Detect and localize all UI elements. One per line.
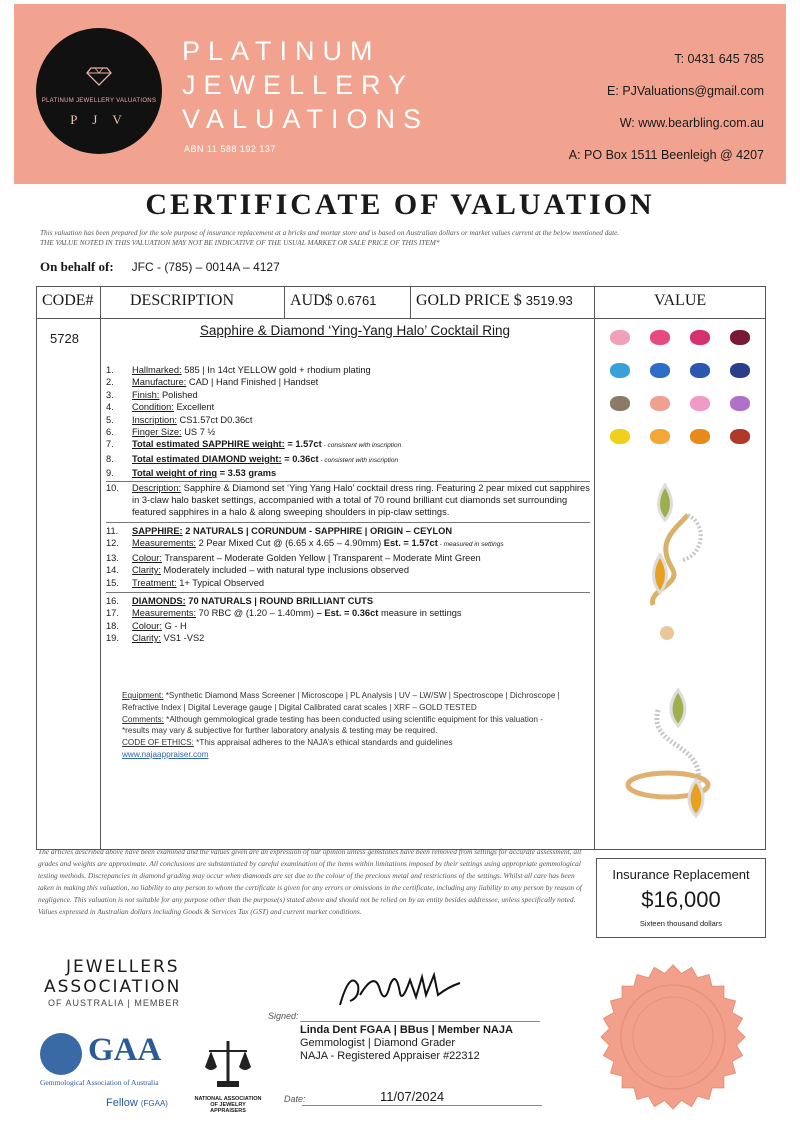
gemstone-swatch [610, 363, 630, 378]
comments-label: Comments: [122, 714, 164, 724]
item-value: CS1.57ct D0.36ct [176, 414, 253, 425]
phone: T: 0431 645 785 [674, 52, 764, 66]
item-number: 9. [106, 468, 114, 479]
ring-photo-top [618, 475, 718, 615]
item-label: Manufacture: [132, 377, 187, 388]
document-title: CERTIFICATE OF VALUATION [145, 188, 655, 221]
item-label: Measurements: [132, 538, 197, 549]
date-line [302, 1105, 542, 1106]
gold-value: 3519.93 [525, 293, 573, 308]
gemstone-swatch [650, 429, 670, 444]
letterhead [14, 4, 786, 184]
item-value: 1+ Typical Observed [176, 577, 265, 588]
item-value: = 3.53 grams [217, 468, 277, 479]
item-value: G - H [161, 620, 187, 631]
item-number: 18. [106, 620, 119, 631]
ring-photo-detail [660, 626, 674, 640]
item-number: 4. [106, 402, 114, 413]
signed-label: Signed: [268, 1011, 299, 1021]
item-value: Sapphire & Diamond set ‘Ying Yang Halo’ cocktail dress ring. Featuring 2 pear mixed cut sapphires in 3-claw halo basket settings, accompanied with a total of 70 round brilliant cut diamonds set surrounding featured sapphires in a halo & along sweeping shoulders in pip-claw settings. [132, 482, 590, 518]
gemstone-swatch [730, 330, 750, 345]
list-item [106, 414, 590, 426]
brand-line-1: PLATINUM [182, 36, 381, 66]
item-label: Total weight of ring [132, 468, 218, 479]
item-text [132, 453, 590, 467]
item-number: 5. [106, 414, 114, 425]
diamond-icon [86, 66, 112, 86]
item-number: 14. [106, 565, 119, 576]
item-text [132, 401, 590, 413]
item-label: Colour: [132, 552, 162, 563]
code-header: CODE# [42, 292, 94, 309]
item-label: Colour: [132, 620, 162, 631]
list-item [106, 364, 590, 376]
insurance-value: $16,000 [641, 887, 721, 912]
item-number: 17. [106, 608, 119, 619]
logo [36, 28, 162, 154]
gaa-logo-icon [40, 1033, 82, 1075]
gemstone-swatch [690, 330, 710, 345]
item-label: Total estimated SAPPHIRE weight: [132, 439, 285, 450]
header-divider [36, 318, 765, 319]
abn: ABN 11 588 192 137 [184, 144, 276, 154]
gemstone-swatch [610, 396, 630, 411]
signature [330, 965, 470, 1015]
ethics-text: *This appraisal adheres to the NAJA’s ethical standards and guidelines [193, 738, 453, 748]
gemstone-swatch [610, 429, 630, 444]
insurance-label: Insurance Replacement [612, 867, 750, 882]
item-value: 2 Pear Mixed Cut @ (6.65 x 4.65 – 4.90mm) [196, 538, 384, 549]
item-value: 70 RBC @ (1.20 – 1.40mm) [196, 608, 317, 619]
item-text [132, 577, 590, 589]
item-note: - measured in settings [437, 541, 504, 549]
gemstone-swatch [690, 396, 710, 411]
item-estimate: – Est. = 0.36ct [316, 608, 379, 619]
item-text [132, 632, 590, 644]
item-number: 15. [106, 577, 119, 588]
item-text [132, 482, 590, 519]
gemstone-swatch [730, 396, 750, 411]
col-divider-4 [594, 286, 595, 849]
jewellers-association-logo [44, 957, 181, 997]
list-item [106, 620, 590, 632]
gaa-subtitle: Gemmological Association of Australia [40, 1078, 159, 1087]
list-item [106, 401, 590, 413]
gemstone-swatch [730, 429, 750, 444]
item-text [132, 364, 590, 376]
item-number: 6. [106, 427, 114, 438]
item-number: 11. [106, 525, 119, 536]
list-item [106, 564, 590, 576]
item-text [132, 467, 590, 479]
item-text [132, 438, 590, 452]
item-label: Finger Size: [132, 427, 182, 438]
ethics-label: CODE OF ETHICS: [122, 738, 194, 748]
item-label: Clarity: [132, 633, 161, 644]
item-text [132, 525, 590, 537]
item-label: Measurements: [132, 608, 197, 619]
item-code: 5728 [50, 331, 79, 346]
list-item [106, 376, 590, 388]
equipment-text: *Synthetic Diamond Mass Screener | Microscope | PL Analysis | UV – LW/SW | Spectroscope | Dichroscope | Refractive Index | Digital Leverage gauge | Digital Calibrated carat scales | XRF – GOLD TESTED [122, 691, 560, 712]
email: E: PJValuations@gmail.com [607, 84, 764, 98]
embossed-seal [588, 962, 758, 1112]
naja-link[interactable]: www.najaappraiser.com [122, 749, 209, 759]
equipment-notes [122, 690, 570, 761]
item-title: Sapphire & Diamond ‘Ying-Yang Halo’ Cocktail Ring [199, 323, 511, 338]
item-label: Clarity: [132, 565, 161, 576]
disclaimer-line-2: THE VALUE NOTED IN THIS VALUATION MAY NOT BE INDICATIVE OF THE USUAL MARKET OR SALE PRICE OF THIS ITEM* [40, 238, 440, 247]
logo-initials: P J V [70, 112, 128, 127]
gemstone-swatch [650, 363, 670, 378]
item-value: VS1 -VS2 [160, 633, 205, 644]
item-label: Treatment: [132, 577, 177, 588]
item-label: Finish: [132, 389, 160, 400]
item-number: 16. [106, 595, 119, 606]
ring-photo-bottom [618, 680, 738, 830]
col-divider-1 [100, 286, 101, 849]
item-label: Condition: [132, 402, 174, 413]
list-item [106, 592, 590, 607]
item-value: US 7 ½ [181, 427, 216, 438]
equipment-label: Equipment: [122, 691, 164, 700]
item-number: 10. [106, 482, 119, 493]
item-label: Description: [132, 482, 182, 493]
logo-text: PLATINUM JEWELLERY VALUATIONS [41, 98, 157, 104]
list-item [106, 577, 590, 589]
item-text [132, 537, 590, 551]
aud-label: AUD$ [290, 292, 333, 309]
item-text [132, 414, 590, 426]
item-number: 8. [106, 453, 114, 464]
fellow-text: Fellow [106, 1097, 138, 1109]
signatory [300, 1024, 513, 1063]
signatory-role: Gemmologist | Diamond Grader [300, 1037, 456, 1049]
item-value: Moderately included – with natural type inclusions observed [160, 565, 409, 576]
item-note: measure in settings [378, 608, 462, 619]
signatory-registration: NAJA - Registered Appraiser #22312 [300, 1050, 480, 1062]
item-text [132, 552, 590, 564]
date-label: Date: [284, 1094, 306, 1104]
item-label: Hallmarked: [132, 365, 182, 375]
item-value: 2 NATURALS | CORUNDUM - SAPPHIRE | ORIGIN – CEYLON [182, 525, 453, 536]
item-number: 2. [106, 377, 114, 388]
item-number: 13. [106, 552, 119, 563]
item-text [132, 607, 590, 619]
item-value: Transparent – Moderate Golden Yellow | Transparent – Moderate Mint Green [161, 552, 481, 563]
comments-text: *Although gemmological grade testing has been conducted using scientific equipment for this valuation - *results may vary & subjective for further laboratory analysis & testing may be required. [122, 714, 543, 736]
list-item [106, 481, 590, 519]
behalf-label: On behalf of: [40, 259, 114, 274]
item-value: CAD | Hand Finished | Handset [186, 377, 319, 388]
item-value: 585 | In 14ct YELLOW gold + rhodium plating [181, 365, 371, 375]
item-number: 19. [106, 633, 119, 644]
disclaimer-line-1: This valuation has been prepared for the sole purpose of insurance replacement at a bricks and mortar store and is based on Australian dollars or market values current at the below mentioned date. [40, 228, 620, 237]
website: W: www.bearbling.com.au [619, 116, 764, 130]
naja-logo [192, 1037, 264, 1114]
list-item [106, 438, 590, 452]
item-number: 7. [106, 439, 114, 450]
list-item [106, 522, 590, 537]
item-value: 70 NATURALS | ROUND BRILLIANT CUTS [185, 595, 374, 606]
gemstone-swatch [690, 363, 710, 378]
fellow-label [106, 1097, 168, 1109]
list-item [106, 537, 590, 551]
valuation-date: 11/07/2024 [380, 1089, 445, 1104]
list-item [106, 453, 590, 467]
insurance-box [596, 858, 766, 938]
item-text [132, 426, 590, 438]
item-label: Inscription: [132, 414, 177, 425]
list-item [106, 607, 590, 619]
description-header: DESCRIPTION [130, 292, 235, 309]
item-note: - consistent with inscription [321, 442, 402, 450]
gemstone-swatch [730, 363, 750, 378]
item-label: SAPPHIRE: [132, 525, 183, 536]
gemstone-swatch [690, 429, 710, 444]
address: A: PO Box 1511 Beenleigh @ 4207 [568, 148, 764, 162]
item-note: - consistent with inscription [318, 456, 399, 464]
list-item [106, 632, 590, 644]
col-divider-3 [410, 286, 411, 318]
aud-header [290, 292, 376, 310]
item-number: 1. [106, 365, 114, 375]
item-text [132, 389, 590, 401]
footer-disclaimer: The articles described above have been examined and the values given are an expression of our opinion unless gemstones have been removed from settings for accurate assessment, all grades and weights are approximate. All conclusions are substantiated by careful examination of the items within limitations imposed by their settings using appropriate gemmological testing methods. Discrepancies in diamond grading may occur when diamonds are set due to the colour of the precious metal and restrictions of the settings. Whilst all care has been taken in making this valuation, no liability to any person to whom the certificate is given for any errors or omissions in the certificate, including any liability to any person by reason of negligence. This valuation is not suitable for any purpose other than the purpose(s) stated above and should not be relied on by an entity besides addressee, unless specifically noted. Values expressed in Australian dollars including Goods & Services Tax (GST) and current market conditions. [38, 847, 582, 916]
behalf-value: JFC - (785) – 0014A – 4127 [131, 260, 280, 274]
list-item [106, 467, 590, 479]
insurance-words: Sixteen thousand dollars [639, 919, 723, 928]
disclaimer [40, 228, 770, 248]
scales-icon [203, 1037, 253, 1089]
item-text [132, 620, 590, 632]
item-label: Total estimated DIAMOND weight: [132, 453, 282, 464]
col-divider-2 [284, 286, 285, 318]
on-behalf-of [40, 259, 280, 275]
gaa-logo-text: GAA [88, 1032, 162, 1068]
ja-subtitle: OF AUSTRALIA | MEMBER [48, 998, 180, 1008]
item-value: = 1.57ct [284, 439, 322, 450]
naja-text: NATIONAL ASSOCIATION OF JEWELRY APPRAISERS [194, 1096, 262, 1114]
gemstone-swatch [610, 330, 630, 345]
signatory-name: Linda Dent FGAA | BBus | Member NAJA [300, 1024, 513, 1036]
gemstone-swatch [650, 330, 670, 345]
ja-line-2: ASSOCIATION [44, 977, 182, 997]
item-value: = 0.36ct [281, 453, 319, 464]
list-item [106, 389, 590, 401]
brand-line-3: VALUATIONS [182, 104, 430, 134]
signature-line [300, 1021, 540, 1022]
fellow-small: (FGAA) [140, 1099, 168, 1108]
item-number: 12. [106, 538, 119, 549]
item-label: DIAMONDS: [132, 595, 186, 606]
item-text [132, 376, 590, 388]
item-estimate: Est. = 1.57ct [383, 538, 438, 549]
list-item [106, 426, 590, 438]
item-text [132, 564, 590, 576]
gold-label: GOLD PRICE $ [416, 292, 522, 309]
item-number: 3. [106, 389, 114, 400]
item-value: Excellent [173, 402, 215, 413]
gold-header [416, 292, 573, 310]
item-text [132, 595, 590, 607]
gemstone-swatch [650, 396, 670, 411]
value-header: VALUE [654, 292, 707, 309]
brand-line-2: JEWELLERY [182, 70, 415, 100]
list-item [106, 552, 590, 564]
aud-value: 0.6761 [336, 293, 377, 308]
item-value: Polished [159, 389, 198, 400]
item-details-list [106, 364, 590, 645]
ja-line-1: JEWELLERS [66, 957, 180, 977]
